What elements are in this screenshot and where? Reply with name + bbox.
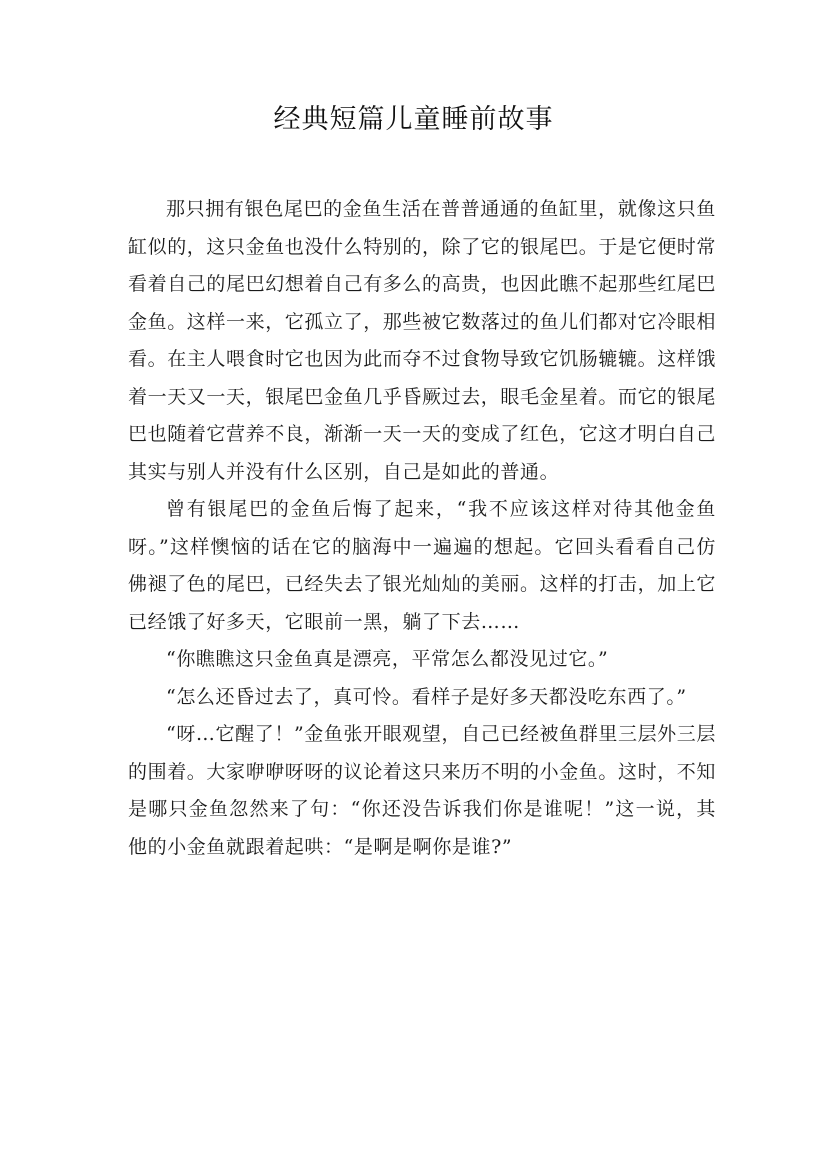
paragraph: “你瞧瞧这只金鱼真是漂亮，平常怎么都没见过它。” — [166, 648, 609, 670]
document-title: 经典短篇儿童睡前故事 — [273, 104, 554, 135]
paragraph: 曾有银尾巴的金鱼后悔了起来，“我不应该这样对待其他金鱼呀。”这样懊恼的话在它的脑海中一遍遍的想起。它回头看看自己仿佛褪了色的尾巴，已经失去了银光灿灿的美丽。这样的打击，加上它已经饿了好多天，它眼前一黑，躺了下去…… — [128, 498, 717, 633]
paragraph: 那只拥有银色尾巴的金鱼生活在普普通通的鱼缸里，就像这只鱼缸似的，这只金鱼也没什么特别的，除了它的银尾巴。于是它便时常看着自己的尾巴幻想着自己有多么的高贵，也因此瞧不起那些红尾巴金鱼。这样一来，它孤立了，那些被它数落过的鱼儿们都对它冷眼相看。在主人喂食时它也因为此而夺不过食物导致它饥肠辘辘。这样饿着一天又一天，银尾巴金鱼几乎昏厥过去，眼毛金星着。而它的银尾巴也随着它营养不良，渐渐一天一天的变成了红色，它这才明白自己其实与别人并没有什么区别，自己是如此的普通。 — [128, 198, 717, 483]
paragraph: “怎么还昏过去了，真可怜。看样子是好多天都没吃东西了。” — [166, 685, 687, 708]
paragraph: “呀…它醒了！”金鱼张开眼观望，自己已经被鱼群里三层外三层的围着。大家咿咿呀呀的议论着这只来历不明的小金鱼。这时，不知是哪只金鱼忽然来了句：“你还没告诉我们你是谁呢！”这一说，其他的小金鱼就跟着起哄：“是啊是啊你是谁?” — [128, 723, 717, 858]
story-body — [128, 191, 716, 866]
